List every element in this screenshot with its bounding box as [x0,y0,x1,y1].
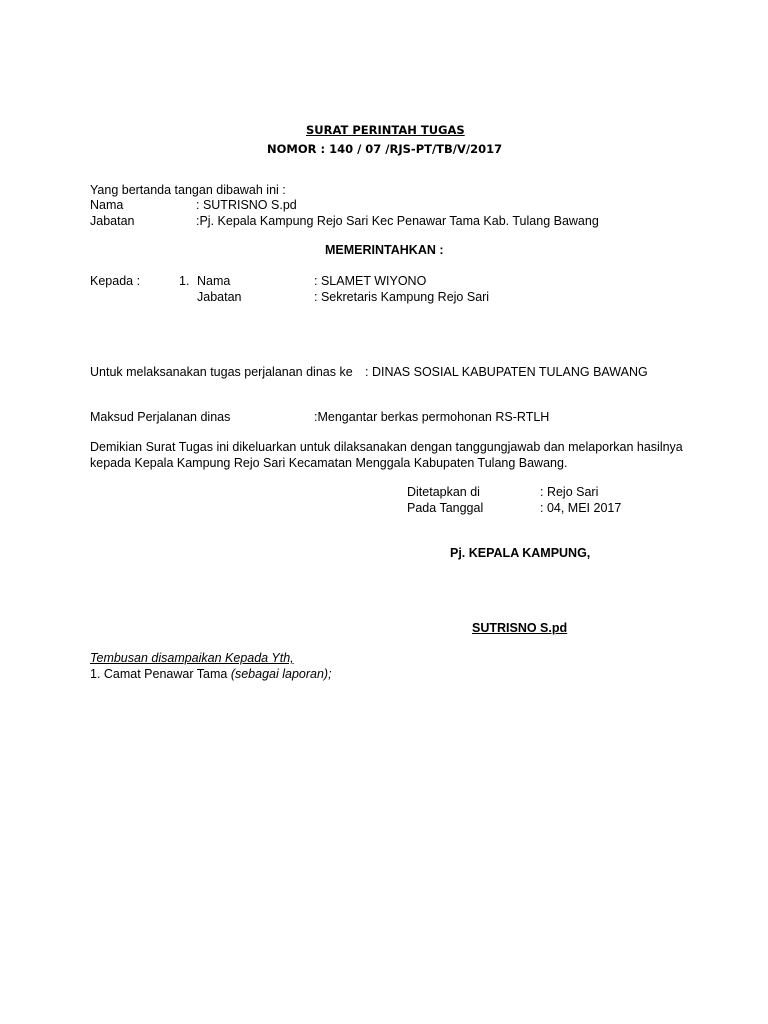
letter-title: SURAT PERINTAH TUGAS [306,123,465,137]
signer-position-label: Jabatan [90,214,135,228]
copy-item [90,667,332,682]
copy-item-text: 1. Camat Penawar Tama [90,667,231,681]
command-heading: MEMERINTAHKAN : [325,243,444,257]
recipient-name-label: Nama [197,274,231,288]
issued-place-label: Ditetapkan di [407,485,480,499]
purpose-label: Maksud Perjalanan dinas [90,410,231,424]
recipient-position-value: : Sekretaris Kampung Rejo Sari [314,290,490,304]
task-destination: : DINAS SOSIAL KABUPATEN TULANG BAWANG [365,365,648,379]
signer-position-value: :Pj. Kepala Kampung Rejo Sari Kec Penawar Tama Kab. Tulang Bawang [196,214,599,228]
issued-place-value: : Rejo Sari [540,485,599,499]
signature-name: SUTRISNO S.pd [472,621,568,635]
closing-line-2: kepada Kepala Kampung Rejo Sari Kecamatan Menggala Kabupaten Tulang Bawang. [90,456,568,470]
recipient-position-label: Jabatan [197,290,242,304]
copy-heading: Tembusan disampaikan Kepada Yth, [90,651,294,665]
recipient-number: 1. [179,274,190,288]
task-label: Untuk melaksanakan tugas perjalanan dinas ke [90,365,353,379]
signature-position: Pj. KEPALA KAMPUNG, [450,546,591,560]
letter-number: NOMOR : 140 / 07 /RJS-PT/TB/V/2017 [267,142,503,156]
purpose-value: :Mengantar berkas permohonan RS-RTLH [314,410,550,424]
issued-date-value: : 04, MEI 2017 [540,501,622,515]
copy-item-note: (sebagai laporan); [230,667,332,681]
signer-intro: Yang bertanda tangan dibawah ini : [90,183,286,197]
recipient-kepada-label: Kepada : [90,274,141,288]
issued-date-label: Pada Tanggal [407,501,484,515]
signer-name-value: : SUTRISNO S.pd [196,198,297,212]
recipient-name-value: : SLAMET WIYONO [314,274,427,288]
signer-name-label: Nama [90,198,124,212]
closing-line-1: Demikian Surat Tugas ini dikeluarkan untuk dilaksanakan dengan tanggungjawab dan melaporkan hasilnya [90,440,683,454]
